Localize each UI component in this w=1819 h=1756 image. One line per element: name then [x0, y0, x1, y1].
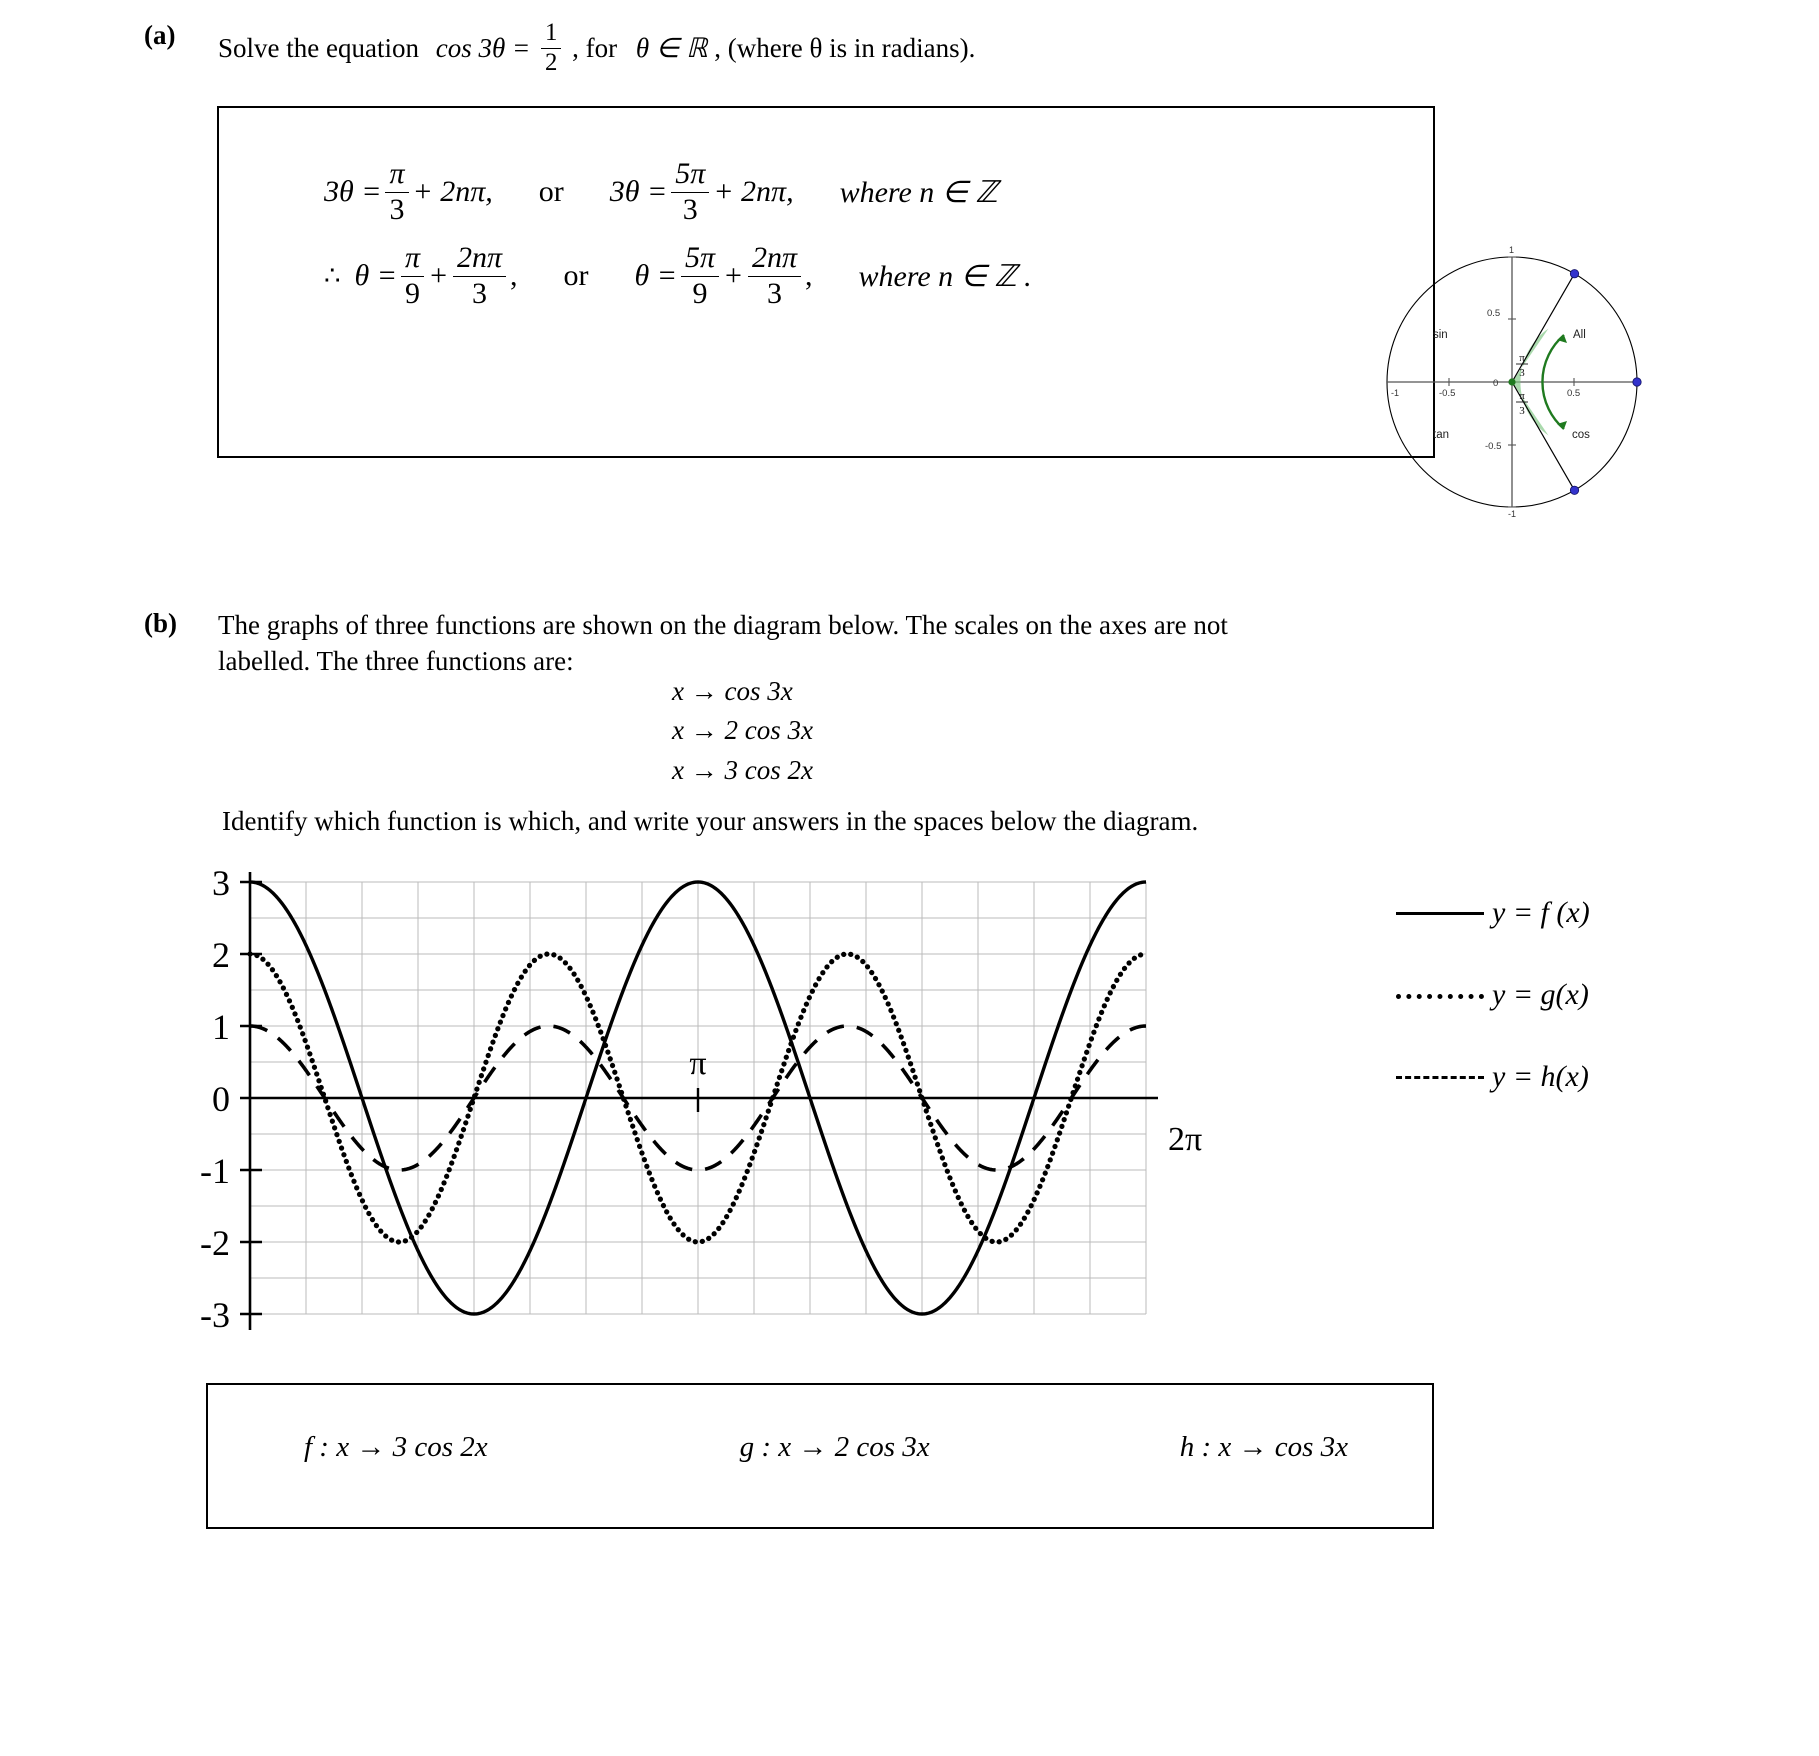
- y-label-neg2: -2: [200, 1223, 230, 1263]
- answer-h: h : x → cos 3x: [1179, 1431, 1348, 1463]
- answer-box-part-a: [217, 106, 1590, 519]
- line2-fraction-1b: [453, 242, 506, 310]
- angle-label-lower-num: π: [1519, 390, 1525, 402]
- line2-where: where n ∈ ℤ .: [858, 259, 1032, 293]
- legend-row-f: [1388, 872, 1708, 954]
- graph-y-labels: [200, 868, 230, 1335]
- line2-plus-1: +: [430, 259, 447, 292]
- legend-key-dashed: [1388, 1067, 1492, 1087]
- y-label-neg3: -3: [200, 1295, 230, 1335]
- legend-row-h: [1388, 1036, 1708, 1118]
- quadrant-label-cos: cos: [1572, 429, 1590, 441]
- legend-row-g: [1388, 954, 1708, 1036]
- tick-label-x-neg1: -1: [1391, 388, 1400, 398]
- function-list: [672, 672, 813, 790]
- part-a-domain: θ ∈ ℝ: [635, 32, 708, 63]
- y-label-3: 3: [212, 868, 230, 903]
- point-upper: [1570, 270, 1578, 278]
- tick-label-y-1: 1: [1509, 245, 1515, 255]
- line2-comma-2: ,: [804, 259, 813, 292]
- part-a-equation: cos 3θ =: [435, 32, 531, 63]
- part-a-label: (a): [144, 20, 176, 50]
- line1-term-2: + 2nπ,: [713, 175, 794, 208]
- worked-solution: [324, 150, 1032, 318]
- point-origin: [1508, 378, 1515, 385]
- y-label-neg1: -1: [200, 1151, 230, 1191]
- therefore-symbol: ∴: [324, 261, 341, 290]
- line2-connector: or: [563, 259, 589, 292]
- part-a-prompt-post: , (where θ is in radians).: [714, 32, 976, 63]
- line2-frac1-den: 9: [405, 276, 421, 310]
- line1-connector: or: [538, 175, 564, 208]
- answer-row: [208, 1431, 1432, 1464]
- line2-frac2-num: 5π: [681, 242, 719, 276]
- function-item-3: x → 3 cos 2x: [672, 754, 813, 785]
- angle-label-upper-den: 3: [1519, 367, 1525, 379]
- quadrant-label-sin: sin: [1433, 329, 1448, 341]
- line1-frac2-num: 5π: [671, 158, 709, 192]
- fraction-denominator: 2: [544, 48, 558, 76]
- line2-lhs-1: θ =: [354, 259, 398, 292]
- graph-legend: [1388, 872, 1708, 1118]
- x-label-pi: π: [689, 1045, 707, 1082]
- answer-g: g : x → 2 cos 3x: [739, 1431, 930, 1463]
- part-b-text-line-1: The graphs of three functions are shown on the diagram below. The scales on the axes are not: [218, 610, 1228, 640]
- line2-plus-2: +: [725, 259, 742, 292]
- function-item-1: x → cos 3x: [672, 676, 793, 706]
- part-b-text-line-2: labelled. The three functions are:: [218, 645, 574, 676]
- y-label-0: 0: [212, 1079, 230, 1119]
- line2-frac2-den: 9: [692, 276, 708, 310]
- solution-line-2: [324, 234, 1032, 318]
- line2-frac1b-num: 2nπ: [453, 242, 506, 276]
- tick-label-origin: 0: [1493, 378, 1499, 389]
- angle-label-lower-den: 3: [1519, 405, 1525, 417]
- x-label-2pi: 2π: [1168, 1121, 1203, 1158]
- part-a-prompt-pre: Solve the equation: [218, 32, 419, 63]
- line2-comma-1: ,: [510, 259, 518, 292]
- part-a-prompt-mid: , for: [572, 32, 618, 63]
- question-part-a: [144, 20, 1644, 77]
- legend-label-f: y = f (x): [1492, 896, 1590, 929]
- graph-svg: [196, 868, 1436, 1358]
- line1-frac1-num: π: [385, 158, 408, 192]
- y-label-1: 1: [212, 1007, 230, 1047]
- part-b-prompt: [218, 608, 1698, 679]
- line2-frac2b-den: 3: [766, 276, 782, 310]
- line1-where: where n ∈ ℤ: [839, 175, 998, 209]
- line2-frac1-num: π: [401, 242, 424, 276]
- part-a-fraction: [541, 20, 561, 77]
- line1-fraction-2: [671, 158, 709, 226]
- part-a-prompt: [218, 20, 975, 77]
- y-label-2: 2: [212, 935, 230, 975]
- function-graph: [196, 868, 1436, 1358]
- line2-frac1b-den: 3: [472, 276, 487, 310]
- question-part-b: [144, 608, 1704, 679]
- line1-frac2-den: 3: [682, 192, 698, 226]
- answer-box-part-b: [206, 1383, 1434, 1529]
- legend-key-dotted: [1388, 985, 1492, 1005]
- line1-fraction-1: [385, 158, 408, 226]
- line2-fraction-2b: [748, 242, 801, 310]
- part-b-label: (b): [144, 608, 177, 638]
- line1-lhs-2: 3θ =: [609, 175, 668, 208]
- tick-label-x-neg05: -0.5: [1439, 388, 1456, 399]
- legend-label-g: y = g(x): [1492, 978, 1589, 1011]
- line2-lhs-2: θ =: [634, 259, 677, 292]
- point-right: [1633, 378, 1641, 386]
- identify-instruction: Identify which function is which, and write your answers in the spaces below the diagram.: [222, 806, 1199, 836]
- solution-line-1: [324, 150, 1032, 234]
- quadrant-label-tan: tan: [1433, 429, 1449, 441]
- line1-term-1: + 2nπ,: [412, 175, 493, 208]
- line1-lhs-1: 3θ =: [324, 175, 382, 208]
- fraction-numerator: 1: [541, 20, 561, 49]
- line2-fraction-1: [401, 242, 424, 310]
- tick-label-y-05: 0.5: [1487, 308, 1501, 319]
- tick-label-x-05: 0.5: [1567, 388, 1581, 399]
- line1-frac1-den: 3: [389, 192, 405, 226]
- line2-frac2b-num: 2nπ: [748, 242, 801, 276]
- line2-fraction-2: [681, 242, 719, 310]
- tick-label-y-neg1: -1: [1508, 509, 1517, 519]
- legend-key-solid: [1388, 903, 1492, 923]
- answer-f: f : x → 3 cos 2x: [304, 1431, 488, 1463]
- legend-label-h: y = h(x): [1492, 1060, 1589, 1093]
- unit-circle-svg: [1381, 236, 1643, 526]
- function-item-2: x → 2 cos 3x: [672, 715, 813, 746]
- unit-circle-diagram: [1381, 236, 1643, 526]
- tick-label-y-neg05: -0.5: [1485, 441, 1502, 452]
- quadrant-label-all: All: [1573, 329, 1586, 341]
- angle-label-upper-num: π: [1519, 352, 1525, 364]
- radius-line-upper: [1512, 274, 1575, 382]
- point-lower: [1570, 486, 1578, 494]
